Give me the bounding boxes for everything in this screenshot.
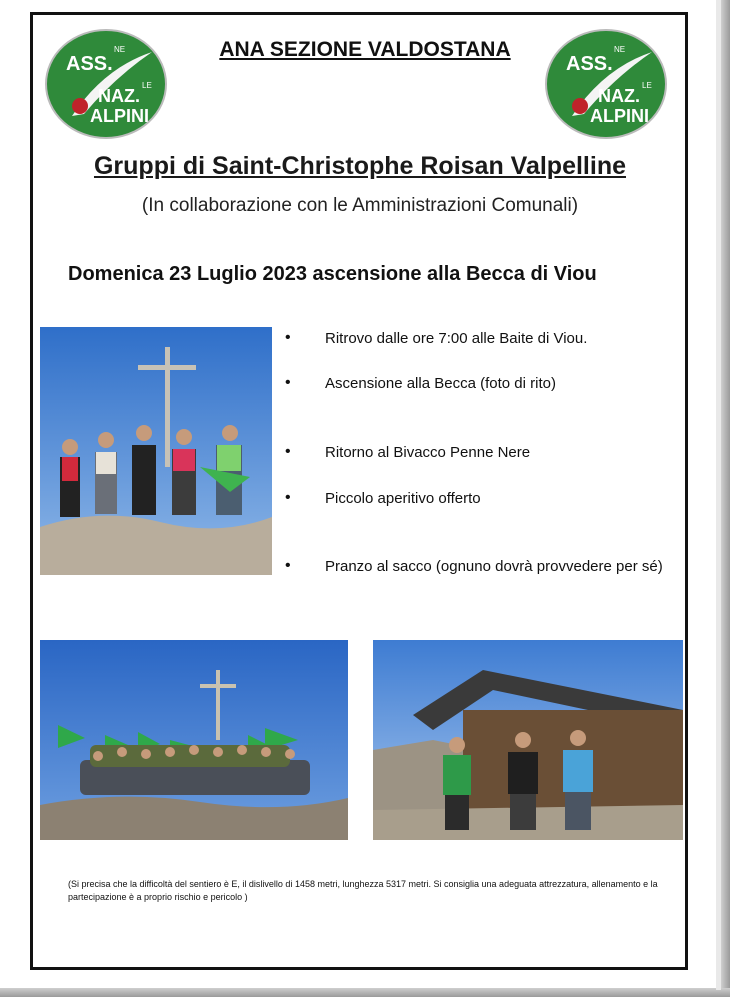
page-shadow-bottom	[0, 988, 730, 997]
difficulty-note: (Si precisa che la difficoltà del sentiero è E, il dislivello di 1458 metri, lunghezza 5317 metri. Si consiglia una adeguata attrezzatura, allenamento e la partecipazione è a proprio rischio e pericolo )	[68, 879, 658, 902]
collaboration-subtitle: (In collaborazione con le Amministrazioni Comunali)	[141, 195, 579, 216]
svg-text:NAZ.: NAZ.	[598, 86, 640, 106]
svg-text:NE: NE	[114, 45, 126, 54]
svg-text:LE: LE	[142, 81, 152, 90]
group-flags-photo	[40, 640, 348, 840]
svg-text:ASS.: ASS.	[566, 53, 613, 75]
organization-title: ANA SEZIONE VALDOSTANA	[219, 38, 511, 61]
svg-text:ALPINI: ALPINI	[590, 106, 650, 126]
bivouac-hut-photo	[373, 640, 683, 840]
svg-text:ALPINI: ALPINI	[90, 106, 150, 126]
svg-text:NE: NE	[614, 45, 626, 54]
svg-text:NAZ.: NAZ.	[98, 86, 140, 106]
event-title: Domenica 23 Luglio 2023 ascensione alla Becca di Viou	[68, 263, 597, 285]
page-shadow-right	[721, 0, 730, 997]
groups-title: Gruppi di Saint-Christophe Roisan Valpelline	[93, 152, 626, 180]
svg-text:LE: LE	[642, 81, 652, 90]
page-edge	[716, 0, 721, 990]
svg-text:ASS.: ASS.	[66, 53, 113, 75]
summit-group-photo	[40, 327, 272, 575]
